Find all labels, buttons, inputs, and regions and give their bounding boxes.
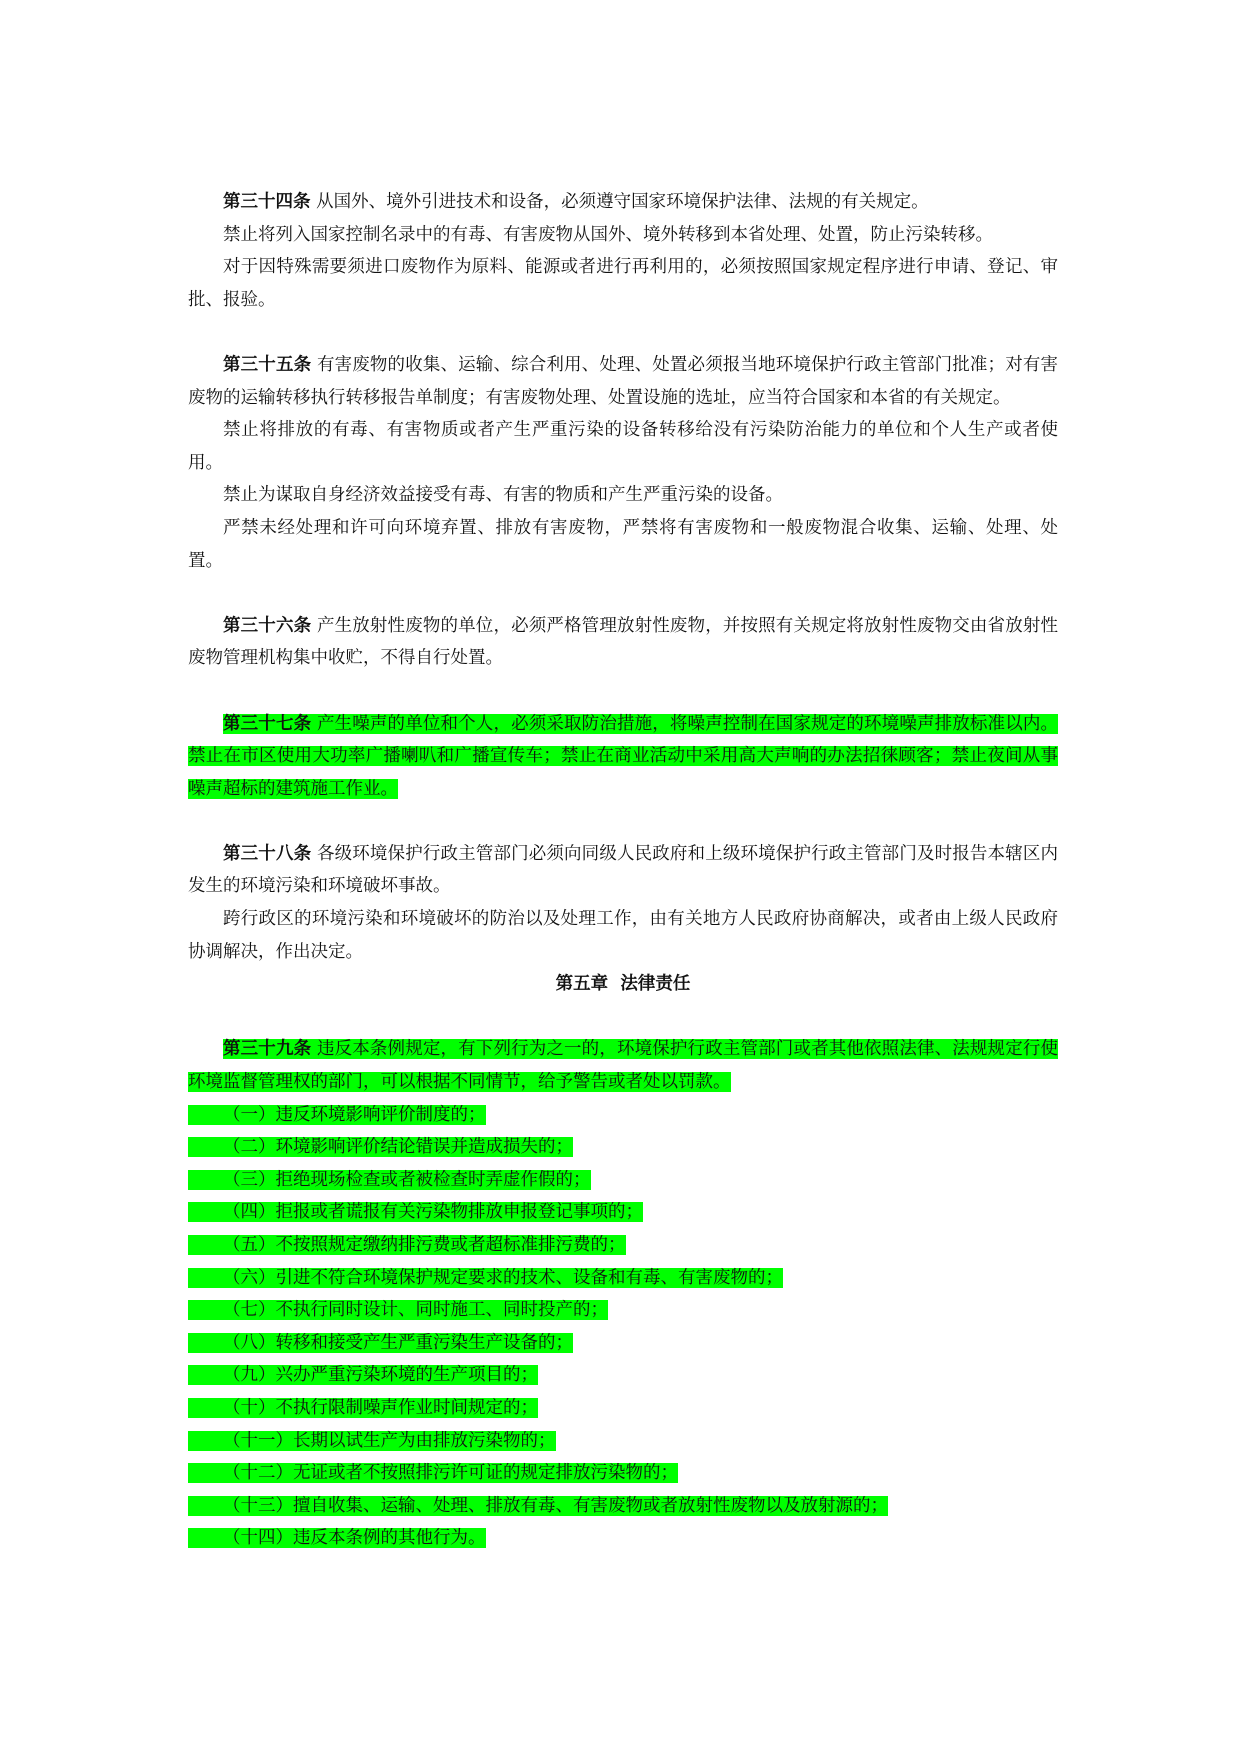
article-39-list-item-text: （十）不执行限制噪声作业时间规定的； bbox=[188, 1398, 538, 1418]
article-36-para-1 bbox=[188, 610, 1058, 675]
article-38-para-1 bbox=[188, 838, 1058, 903]
article-34-para-2: 禁止将列入国家控制名录中的有毒、有害废物从国外、境外转移到本省处理、处置，防止污染转移。 bbox=[223, 224, 993, 245]
spacer bbox=[188, 805, 1058, 838]
article-37-title: 第三十七条 bbox=[223, 713, 312, 734]
article-35-para-2: 禁止将排放的有毒、有害物质或者产生严重污染的设备转移给没有污染防治能力的单位和个人生产或者使用。 bbox=[188, 420, 1058, 473]
article-34-text-1: 从国外、境外引进技术和设备，必须遵守国家环境保护法律、法规的有关规定。 bbox=[316, 192, 929, 212]
article-39-list-item bbox=[188, 1359, 1058, 1392]
spacer bbox=[188, 577, 1058, 610]
article-39-list-item bbox=[188, 1425, 1058, 1458]
document-page bbox=[188, 186, 1058, 1555]
article-38-text-1: 各级环境保护行政主管部门必须向同级人民政府和上级环境保护行政主管部门及时报告本辖区内发生的环境污染和环境破坏事故。 bbox=[188, 843, 1059, 897]
article-39-list-item bbox=[188, 1131, 1058, 1164]
article-39-para-1 bbox=[188, 1033, 1058, 1098]
article-39-list-item bbox=[188, 1164, 1058, 1197]
article-39-list-item-text: （四）拒报或者谎报有关污染物排放申报登记事项的； bbox=[188, 1202, 643, 1222]
article-39-list-item-text: （十四）违反本条例的其他行为。 bbox=[188, 1528, 486, 1548]
article-35-para-4: 严禁未经处理和许可向环境弃置、排放有害废物，严禁将有害废物和一般废物混合收集、运输、处理、处置。 bbox=[188, 517, 1058, 571]
article-39-list-item bbox=[188, 1196, 1058, 1229]
article-39-item-list bbox=[188, 1099, 1058, 1555]
article-38-para-2: 跨行政区的环境污染和环境破坏的防治以及处理工作，由有关地方人民政府协商解决，或者由上级人民政府协调解决，作出决定。 bbox=[188, 909, 1058, 962]
article-39-list-item bbox=[188, 1262, 1058, 1295]
article-35-para-3: 禁止为谋取自身经济效益接受有毒、有害的物质和产生严重污染的设备。 bbox=[223, 485, 783, 506]
article-34-title: 第三十四条 bbox=[223, 192, 311, 212]
article-39-list-item-text: （一）违反环境影响评价制度的； bbox=[188, 1105, 486, 1125]
article-39-list-item-text: （二）环境影响评价结论错误并造成损失的； bbox=[188, 1137, 573, 1157]
article-39-list-item-text: （九）兴办严重污染环境的生产项目的； bbox=[188, 1365, 538, 1385]
chapter-5-heading: 第五章 法律责任 bbox=[555, 974, 691, 995]
spacer bbox=[188, 1001, 1058, 1034]
article-39-list-item-text: （六）引进不符合环境保护规定要求的技术、设备和有毒、有害废物的； bbox=[188, 1268, 783, 1288]
article-34-para-1 bbox=[188, 186, 1058, 219]
article-39-list-item bbox=[188, 1490, 1058, 1523]
article-38-title: 第三十八条 bbox=[223, 843, 312, 864]
article-37-highlight bbox=[188, 714, 1058, 799]
article-39-list-item bbox=[188, 1229, 1058, 1262]
article-36-title: 第三十六条 bbox=[223, 615, 312, 636]
article-39-list-item bbox=[188, 1522, 1058, 1555]
article-37-text-1: 产生噪声的单位和个人，必须采取防治措施，将噪声控制在国家规定的环境噪声排放标准以内。禁止在市区使用大功率广播喇叭和广播宣传车；禁止在商业活动中采用高大声响的办法招徕顾客；禁止夜间从事噪声超标的建筑施工作业。 bbox=[188, 713, 1059, 799]
article-39-list-item bbox=[188, 1392, 1058, 1425]
article-39-list-item-text: （五）不按照规定缴纳排污费或者超标准排污费的； bbox=[188, 1235, 626, 1255]
article-39-highlight bbox=[188, 1039, 1058, 1092]
article-37-para-1 bbox=[188, 708, 1058, 806]
article-35-title: 第三十五条 bbox=[223, 354, 312, 375]
article-39-list-item bbox=[188, 1294, 1058, 1327]
article-35-text-1: 有害废物的收集、运输、综合利用、处理、处置必须报当地环境保护行政主管部门批准；对有害废物的运输转移执行转移报告单制度；有害废物处理、处置设施的选址，应当符合国家和本省的有关规定。 bbox=[188, 354, 1059, 408]
article-39-list-item-text: （三）拒绝现场检查或者被检查时弄虚作假的； bbox=[188, 1170, 591, 1190]
article-34-para-3: 对于因特殊需要须进口废物作为原料、能源或者进行再利用的，必须按照国家规定程序进行申请、登记、审批、报验。 bbox=[188, 257, 1058, 310]
article-39-list-item-text: （十二）无证或者不按照排污许可证的规定排放污染物的； bbox=[188, 1463, 678, 1483]
spacer bbox=[188, 316, 1058, 349]
article-39-list-item-text: （七）不执行同时设计、同时施工、同时投产的； bbox=[188, 1300, 608, 1320]
spacer bbox=[188, 675, 1058, 708]
article-39-list-item bbox=[188, 1327, 1058, 1360]
article-36-text-1: 产生放射性废物的单位，必须严格管理放射性废物，并按照有关规定将放射性废物交由省放射性废物管理机构集中收贮，不得自行处置。 bbox=[188, 615, 1059, 669]
article-39-list-item bbox=[188, 1457, 1058, 1490]
article-39-list-item-text: （八）转移和接受产生严重污染生产设备的； bbox=[188, 1333, 573, 1353]
article-35-para-1 bbox=[188, 349, 1058, 414]
article-39-list-item bbox=[188, 1099, 1058, 1132]
article-39-title: 第三十九条 bbox=[223, 1039, 312, 1060]
article-39-list-item-text: （十三）擅自收集、运输、处理、排放有毒、有害废物或者放射性废物以及放射源的； bbox=[188, 1496, 888, 1516]
article-39-text-1: 违反本条例规定，有下列行为之一的，环境保护行政主管部门或者其他依照法律、法规规定行使环境监督管理权的部门，可以根据不同情节，给予警告或者处以罚款。 bbox=[188, 1039, 1059, 1093]
article-39-list-item-text: （十一）长期以试生产为由排放污染物的； bbox=[188, 1431, 556, 1451]
